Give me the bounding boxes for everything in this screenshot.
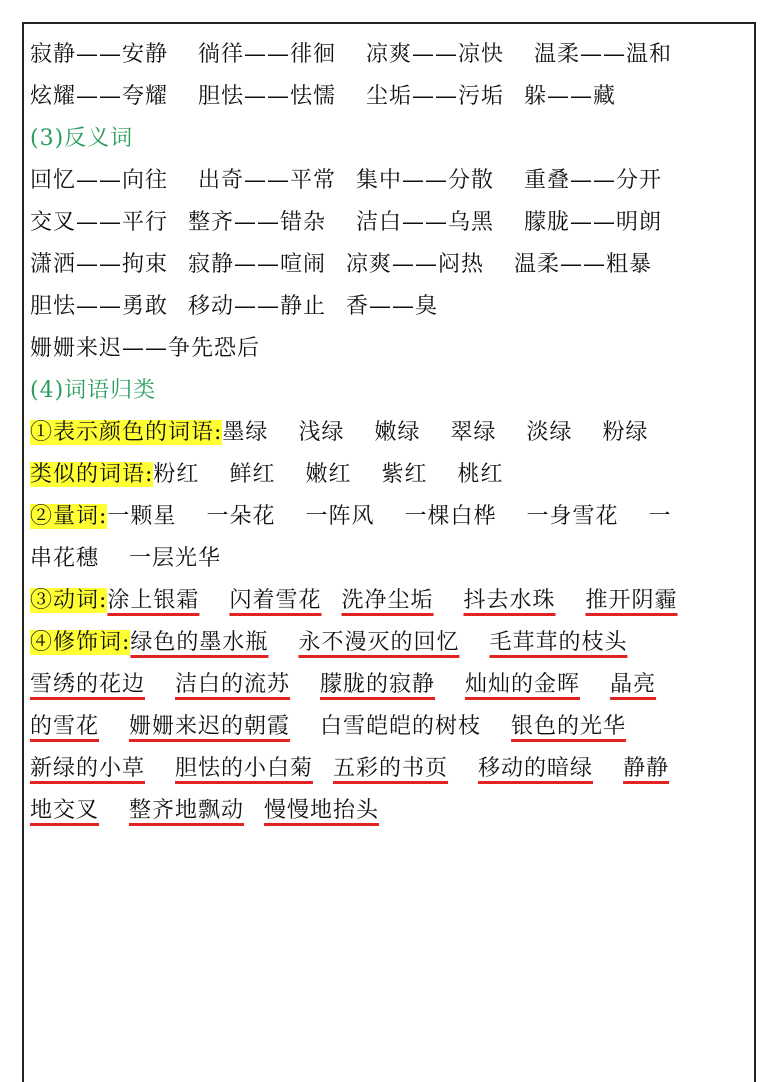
word: 晶亮 [610,672,657,697]
measure-words-row [30,496,752,538]
word-pair: 潇洒——拘束 [30,252,169,277]
word: 闪着雪花 [229,588,322,613]
word-pair: 回忆——向往 [30,168,169,193]
word: 桃红 [457,462,504,487]
word: 地交叉 [30,798,100,823]
similar-label: 类似的词语: [30,462,154,487]
word: 鲜红 [229,462,276,487]
modifier-words-row [30,748,752,790]
word-pair: 出奇——平常 [198,168,337,193]
word: 一颗星 [107,504,177,529]
word: 的雪花 [30,714,100,739]
word: 嫩绿 [374,420,421,445]
similar-words-row [30,454,752,496]
modifier-words-row [30,706,752,748]
word: 墨绿 [222,420,269,445]
word: 灿灿的金晖 [465,672,581,697]
word: 浅绿 [298,420,345,445]
word: 一身雪花 [526,504,619,529]
word-pair: 胆怯——勇敢 [30,294,169,319]
word: 静静 [623,756,670,781]
word-pair: 洁白——乌黑 [356,210,495,235]
word-pair: 温柔——粗暴 [514,252,653,277]
word: 翠绿 [450,420,497,445]
measure-label: ②量词: [30,504,108,529]
word-pair: 凉爽——闷热 [346,252,485,277]
word: 涂上银霜 [107,588,200,613]
modifier-words-row [30,664,752,706]
word-pair: 寂静——安静 [30,42,169,67]
word: 永不漫灭的回忆 [298,630,460,655]
antonym-row [30,160,752,202]
word-pair: 温柔——温和 [534,42,673,67]
word: 一朵花 [206,504,276,529]
word-pair: 移动——静止 [188,294,327,319]
word-pair: 重叠——分开 [524,168,663,193]
word-pair: 炫耀——夸耀 [30,84,169,109]
synonym-row [30,76,752,118]
word: 抖去水珠 [463,588,556,613]
word: 粉绿 [602,420,649,445]
word-pair: 尘垢——污垢 [366,84,505,109]
word-pair: 躲——藏 [524,84,617,109]
word: 一 [648,504,672,529]
word: 粉红 [153,462,200,487]
classification-heading: (4)词语归类 [30,378,157,403]
verb-words-row [30,580,752,622]
word: 雪绣的花边 [30,672,146,697]
word-pair: 徜徉——徘徊 [198,42,337,67]
document-page [22,22,756,1082]
word-pair: 集中——分散 [356,168,495,193]
word-pair: 胆怯——怯懦 [198,84,337,109]
word-pair: 姗姗来迟——争先恐后 [30,336,261,361]
synonym-row [30,34,752,76]
word-pair: 交叉——平行 [30,210,169,235]
antonym-row [30,244,752,286]
word: 银色的光华 [511,714,627,739]
word: 淡绿 [526,420,573,445]
word: 移动的暗绿 [478,756,594,781]
word: 五彩的书页 [333,756,449,781]
word: 毛茸茸的枝头 [489,630,628,655]
word: 朦胧的寂静 [320,672,436,697]
word: 嫩红 [305,462,352,487]
document-content [30,34,752,832]
measure-words-row [30,538,752,580]
word: 绿色的墨水瓶 [130,630,269,655]
verb-label: ③动词: [30,588,108,613]
word: 新绿的小草 [30,756,146,781]
word: 一棵白桦 [404,504,497,529]
antonym-row [30,328,752,370]
word-pair: 寂静——喧闹 [188,252,327,277]
antonyms-heading: (3)反义词 [30,126,134,151]
word: 整齐地飘动 [129,798,245,823]
modifier-words-row [30,622,752,664]
word: 紫红 [381,462,428,487]
color-words-row [30,412,752,454]
word: 慢慢地抬头 [264,798,380,823]
word-pair: 整齐——错杂 [188,210,327,235]
word-pair: 朦胧——明朗 [524,210,663,235]
word: 白雪皑皑的树枝 [320,714,482,739]
word: 一阵风 [305,504,375,529]
word: 一层光华 [129,546,222,571]
word: 洗净尘垢 [341,588,434,613]
modifier-words-row [30,790,752,832]
antonym-row [30,202,752,244]
word-pair: 凉爽——凉快 [366,42,505,67]
word: 胆怯的小白菊 [175,756,314,781]
word-pair: 香——臭 [346,294,439,319]
word: 洁白的流苏 [175,672,291,697]
color-label: ①表示颜色的词语: [30,420,223,445]
word: 推开阴霾 [585,588,678,613]
antonym-row [30,286,752,328]
word: 串花穗 [30,546,100,571]
modifier-label: ④修饰词: [30,630,131,655]
word: 姗姗来迟的朝霞 [129,714,291,739]
